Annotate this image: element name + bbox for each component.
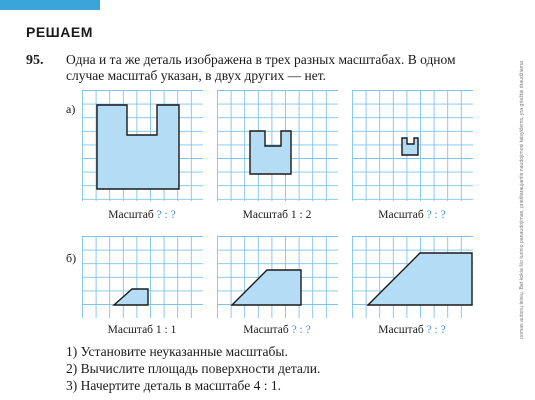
figure-a1	[82, 90, 203, 201]
row-label-a: а)	[66, 102, 76, 116]
question-list	[66, 343, 320, 394]
figure-b3	[352, 236, 473, 318]
figure-a2	[217, 90, 338, 201]
detail-shape	[114, 289, 148, 305]
caption-a3: Масштаб ? : ?	[378, 209, 446, 221]
detail-shape	[402, 138, 418, 155]
caption-b3: Масштаб ? : ?	[378, 324, 446, 336]
task-text: Одна и та же деталь изображена в трех разных масштабах. В одном случае масштаб указан, в двух других — нет.	[66, 52, 456, 83]
figure-b1	[82, 236, 203, 318]
detail-shape	[232, 270, 301, 305]
top-accent-bar	[0, 0, 100, 10]
question-item: 2) Вычислите площадь поверхности детали.	[66, 361, 321, 376]
question-item: 1) Установите неуказанные масштабы.	[66, 344, 288, 359]
caption-a2: Масштаб 1 : 2	[242, 209, 312, 221]
row-label-b: б)	[66, 251, 77, 265]
figure-b2	[217, 236, 338, 318]
question-item: 3) Начертите деталь в масштабе 4 : 1.	[66, 378, 281, 393]
task-number: 95.	[26, 53, 44, 68]
section-title: РЕШАЕМ	[26, 24, 93, 40]
figure-a3	[352, 90, 473, 201]
detail-shape	[250, 131, 291, 174]
copyright-side-text: pomas autorių teisių. Bet kokia šio turinio panaudojimas, prieštaraujantis naudojimosi taisyklėms, yra griežtai draudžiama	[519, 61, 526, 339]
caption-b2: Масштаб ? : ?	[243, 324, 311, 336]
caption-b1: Масштаб 1 : 1	[107, 324, 177, 336]
grid-lines	[82, 236, 203, 318]
caption-a1: Масштаб ? : ?	[108, 209, 176, 221]
detail-shape	[368, 253, 472, 305]
